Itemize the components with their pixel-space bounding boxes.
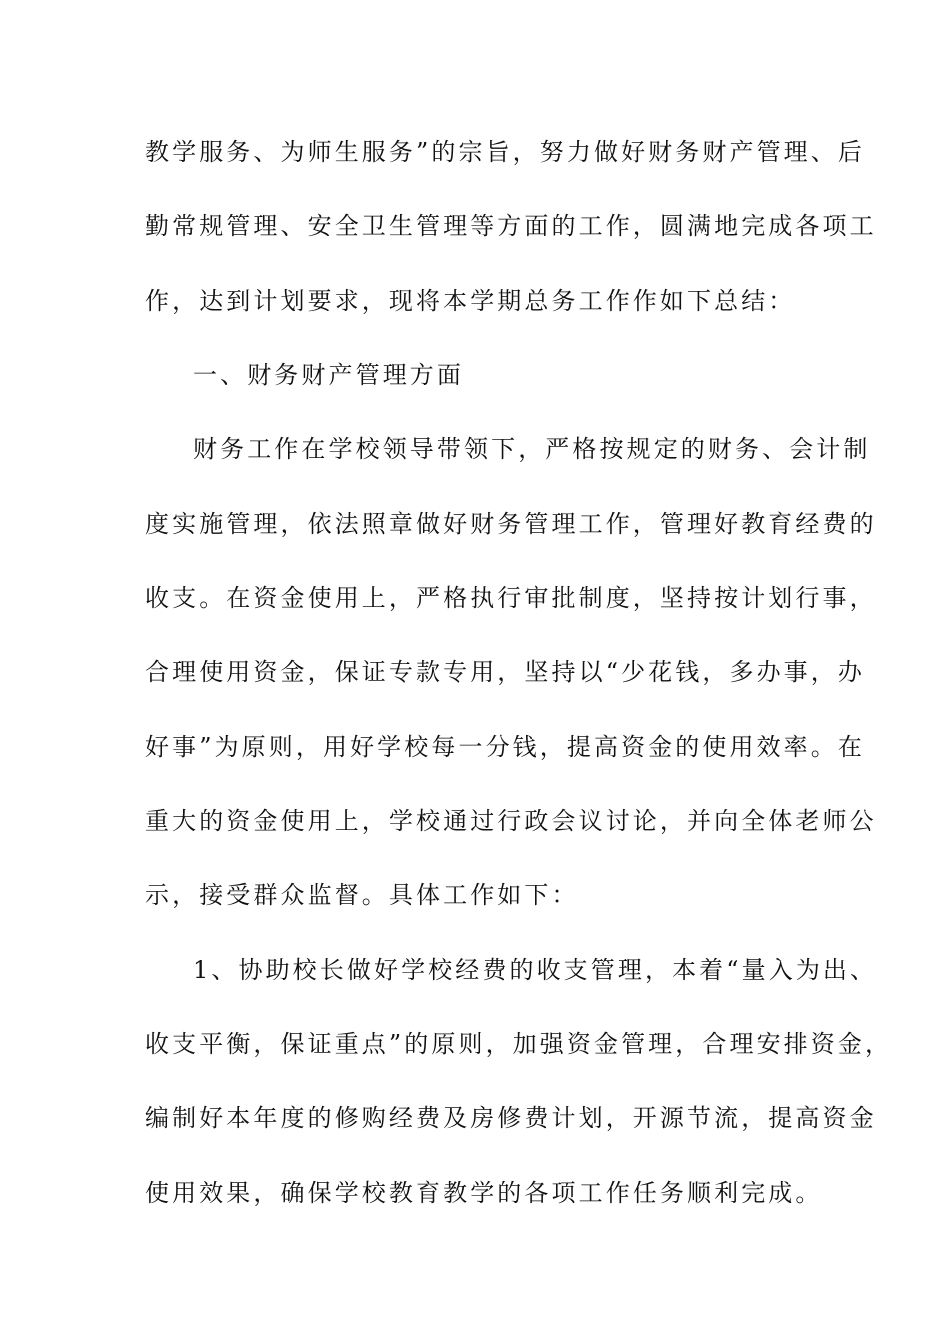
text-line: 重大的资金使用上，学校通过行政会议讨论，并向全体老师公 xyxy=(145,807,877,835)
text-line: 收支。在资金使用上，严格执行审批制度，坚持按计划行事， xyxy=(145,584,877,612)
text-line: 勤常规管理、安全卫生管理等方面的工作，圆满地完成各项工 xyxy=(145,212,877,240)
text-line: 合理使用资金，保证专款专用，坚持以“少花钱，多办事，办 xyxy=(145,658,865,686)
text-line: 好事”为原则，用好学校每一分钱，提高资金的使用效率。在 xyxy=(145,733,865,761)
text-line: 收支平衡，保证重点”的原则，加强资金管理，合理安排资金， xyxy=(145,1030,893,1058)
text-line: 教学服务、为师生服务”的宗旨，努力做好财务财产管理、后 xyxy=(145,138,865,166)
text-line: 示，接受群众监督。具体工作如下： xyxy=(145,881,579,909)
text-line: 财务工作在学校领导带领下，严格按规定的财务、会计制 xyxy=(193,435,871,463)
text-line: 1、协助校长做好学校经费的收支管理，本着“量入为出、 xyxy=(193,956,878,984)
text-line: 作，达到计划要求，现将本学期总务工作作如下总结： xyxy=(145,287,796,315)
text-line: 编制好本年度的修购经费及房修费计划，开源节流，提高资金 xyxy=(145,1104,877,1132)
section-heading: 一、财务财产管理方面 xyxy=(193,361,464,389)
text-line: 使用效果，确保学校教育教学的各项工作任务顺利完成。 xyxy=(145,1179,823,1207)
text-line: 度实施管理，依法照章做好财务管理工作，管理好教育经费的 xyxy=(145,510,877,538)
